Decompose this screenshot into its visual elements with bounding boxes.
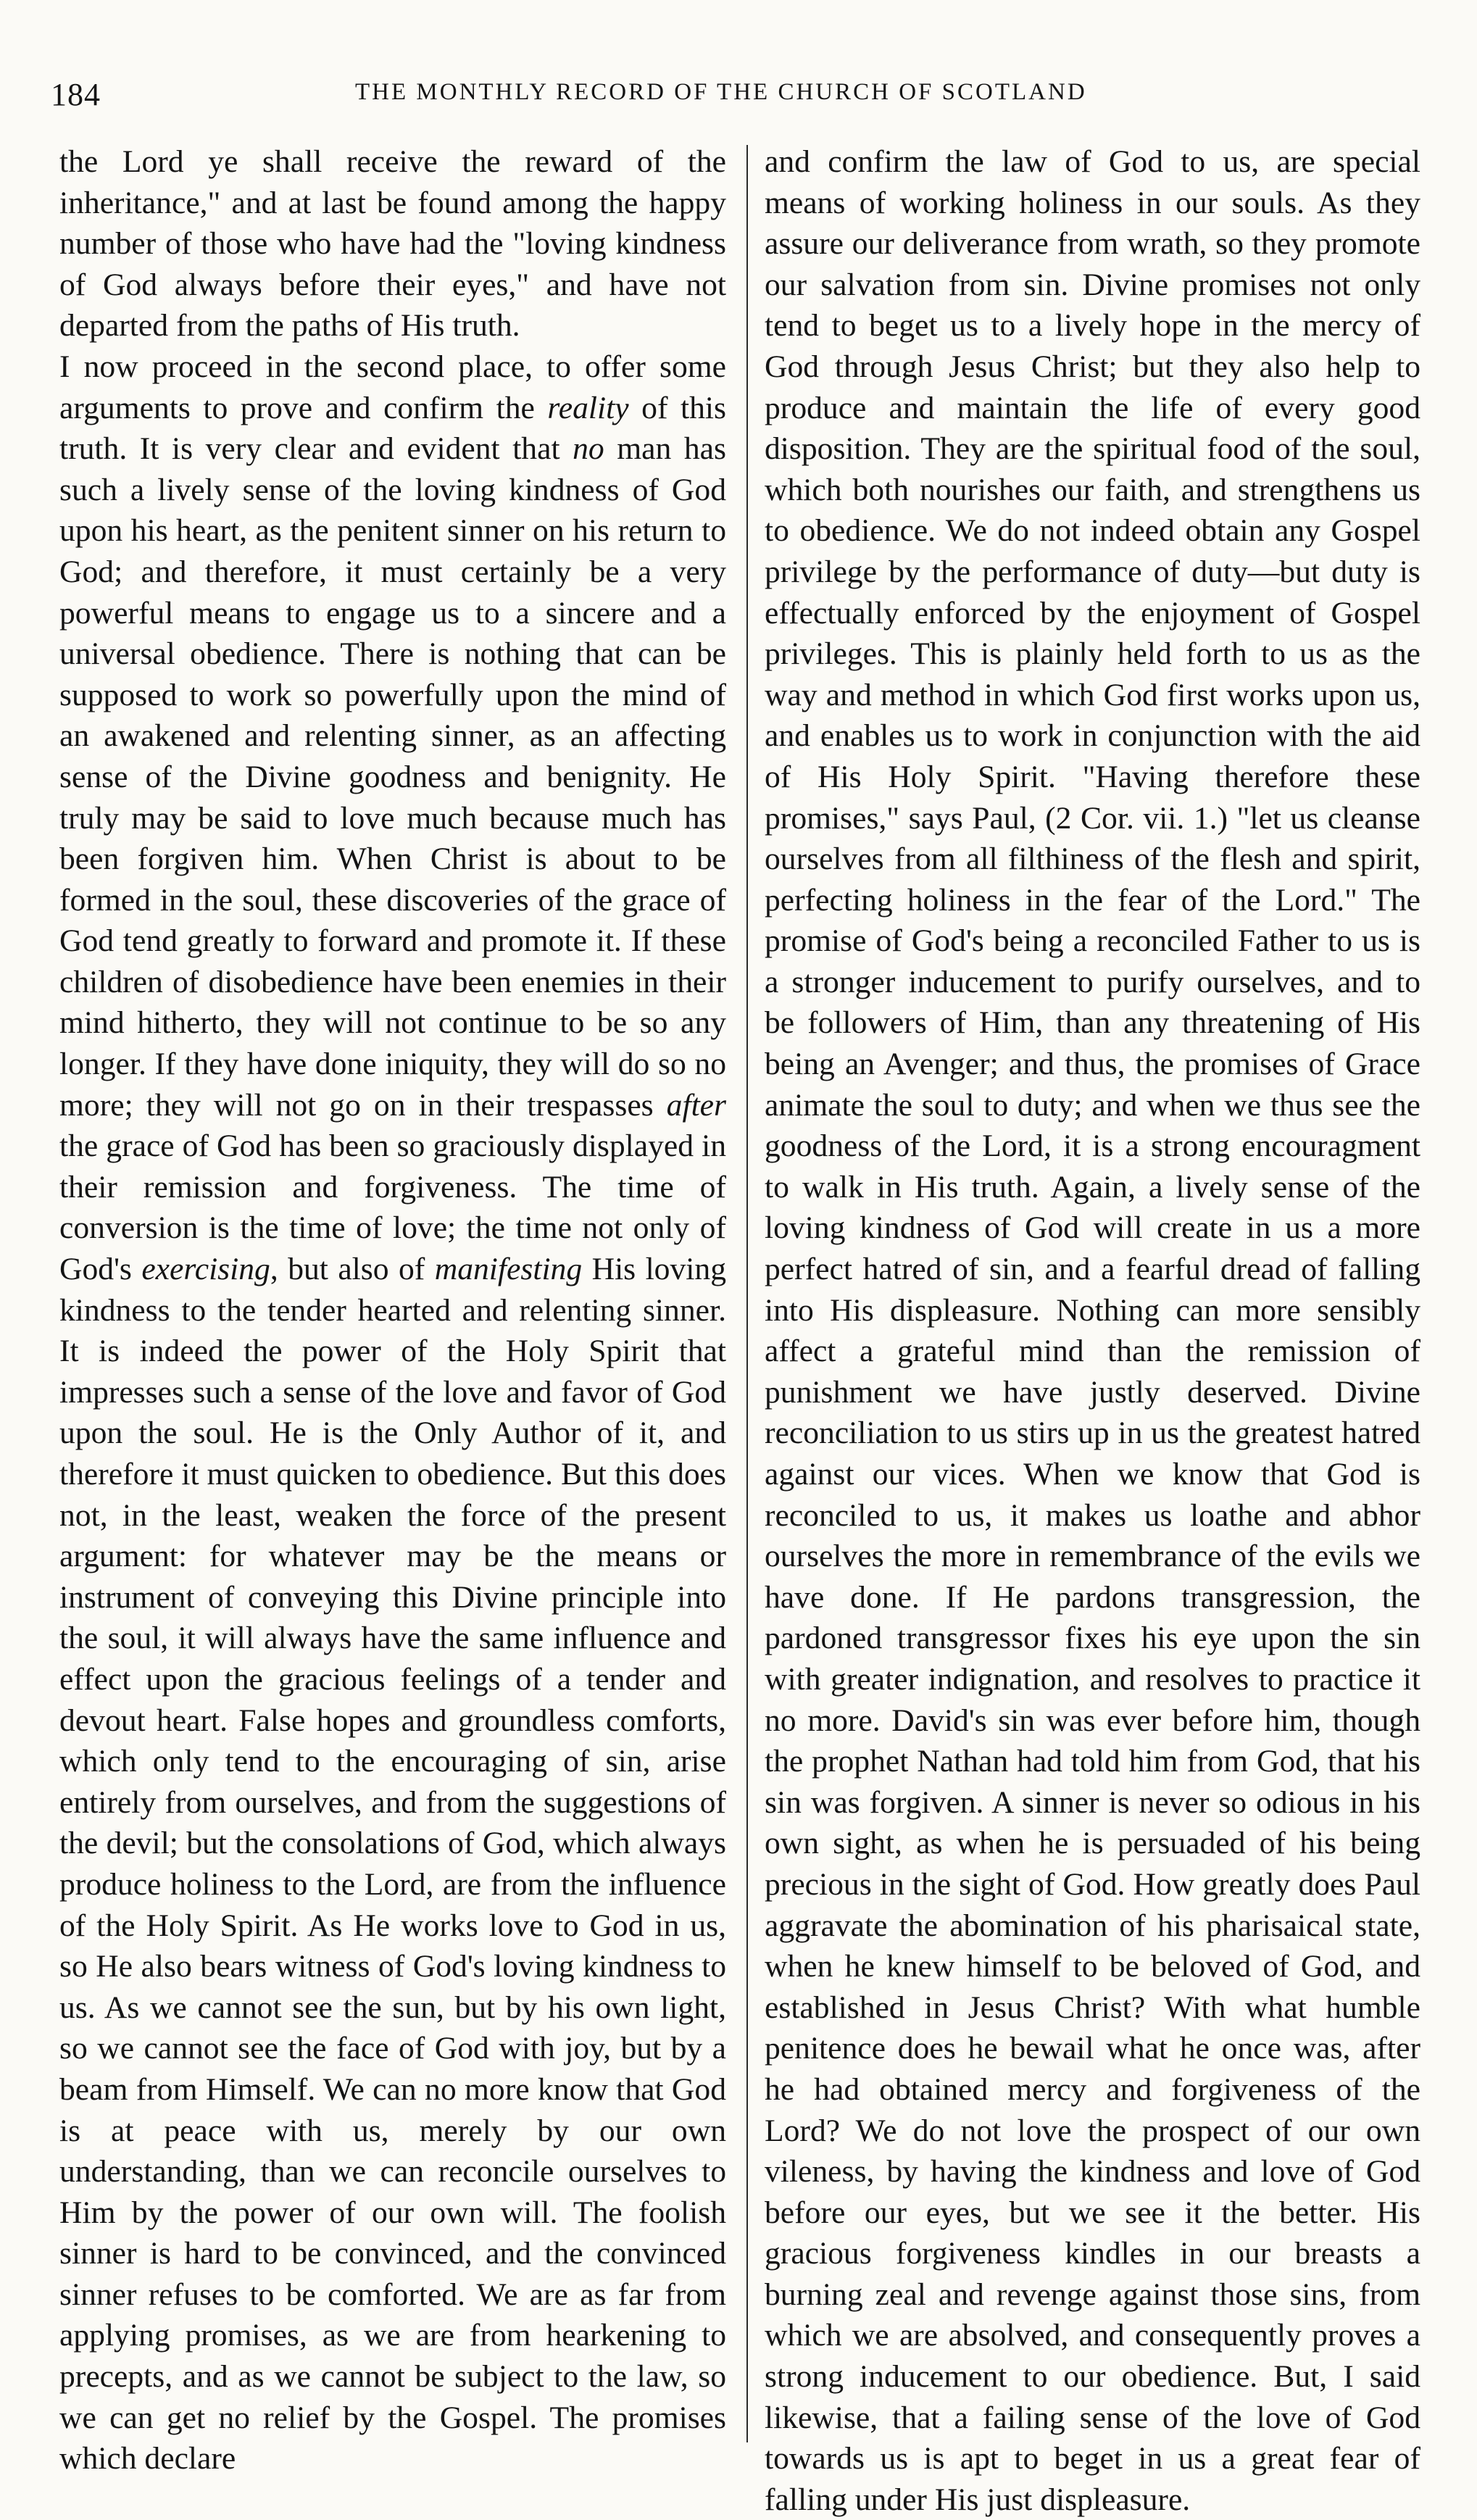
page-number: 184 [51, 77, 101, 112]
italic-run: no [573, 431, 604, 467]
running-title: THE MONTHLY RECORD OF THE CHURCH OF SCOTLAND [355, 79, 1087, 105]
page-header [51, 76, 1413, 120]
right-column [765, 141, 1420, 2517]
left-paragraph-2 [59, 346, 726, 2479]
column-divider [746, 145, 748, 2442]
text-run: His loving kindness to the tender hearted and relenting sinner. It is indeed the power of the Holy Spirit that impresses such a sense of the love and favor of God upon the soul. He is the Only Author of it, and therefore it must quicken to obedience. But this does not, in the least, weaken the force of the present argument: for whatever may be the means or instrument of conveying this Divine principle into the soul, it will always have the same influence and effect upon the gracious feelings of a tender and devout heart. False hopes and groundless comforts, which only tend to the encouraging of sin, arise entirely from ourselves, and from the suggestions of the devil; but the consolations of God, which always produce holiness to the Lord, are from the influence of the Holy Spirit. As He works love to God in us, so He also bears witness of God's loving kindness to us. As we cannot see the sun, but by his own light, so we cannot see the face of God with joy, but by a beam from Himself. We can no more know that God is at peace with us, merely by our own understanding, than we can reconcile ourselves to Him by the power of our own will. The foolish sinner is hard to be convinced, and the convinced sinner refuses to be comforted. We are as far from applying promises, as we are from hearkening to precepts, and as we cannot be subject to the law, so we can get no relief by the Gospel. The promises which declare [59, 1252, 726, 2477]
left-column [59, 141, 726, 2477]
italic-run: after [666, 1087, 726, 1123]
text-run: man has such a lively sense of the loving kindness of God upon his heart, as the penitent sinner on his return to God; and therefore, it must certainly be a very powerful means to engage us to a sincere and a universal obedience. There is nothing that can be supposed to work so powerfully upon the mind of an awakened and relenting sinner, as an affecting sense of the Divine goodness and benignity. He truly may be said to love much because much has been forgiven him. When Christ is about to be formed in the soul, these discoveries of the grace of God tend greatly to forward and promote it. If these children of disobedience have been enemies in their mind hitherto, they will not continue to be so any longer. If they have done iniquity, they will do so no more; they will not go on in their trespasses [59, 431, 726, 1123]
text-run: the grace of God has been so graciously displayed in their remission and forgiveness. The time of conversion is the time of love; the time not only of God's [59, 1128, 726, 1287]
text-run: , but also of [270, 1252, 435, 1287]
text-run: I now proceed in the second place, to offer some arguments to prove and confirm the [59, 349, 726, 425]
right-paragraph-1: and confirm the law of God to us, are special means of working holiness in our souls. As they assure our deliverance from wrath, so they promote our salvation from sin. Divine promises not only tend to beget us to a lively hope in the mercy of God through Jesus Christ; but they also help to produce and maintain the life of every good disposition. They are the spiritual food of the soul, which both nourishes our faith, and strengthens us to obedience. We do not indeed obtain any Gospel privilege by the performance of duty—but duty is effectually enforced by the enjoyment of Gospel privileges. This is plainly held forth to us as the way and method in which God first works upon us, and enables us to work in conjunction with the aid of His Holy Spirit. "Having therefore these promises," says Paul, (2 Cor. vii. 1.) "let us cleanse ourselves from all filthiness of the flesh and spirit, perfecting holiness in the fear of the Lord." The promise of God's being a reconciled Father to us is a stronger inducement to purify ourselves, and to be followers of Him, than any threatening of His being an Avenger; and thus, the promises of Grace animate the soul to duty; and when we thus see the goodness of the Lord, it is a strong encouragment to walk in His truth. Again, a lively sense of the loving kindness of God will create in us a more perfect hatred of sin, and a fearful dread of falling into His displeasure. Nothing can more sensibly affect a grateful mind than the remission of punishment we have justly deserved. Divine reconciliation to us stirs up in us the greatest hatred against our vices. When we know that God is reconciled to us, it makes us loathe and abhor ourselves the more in remembrance of the evils we have done. If He pardons transgression, the pardoned transgressor fixes his eye upon the sin with greater indignation, and resolves to practice it no more. David's sin was ever before him, though the prophet Nathan had told him from God, that his sin was forgiven. A sinner is never so odious in his own sight, as when he is persuaded of his being precious in the sight of God. How greatly does Paul aggravate the abomination of his pharisaical state, when he knew himself to be beloved of God, and established in Jesus Christ? With what humble penitence does he bewail what he once was, after he had obtained mercy and forgiveness of the Lord? We do not love the prospect of our own vileness, by having the kindness and love of God before our eyes, but we see it the better. His gracious forgiveness kindles in our breasts a burning zeal and revenge against those sins, from which we are absolved, and consequently proves a strong inducement to our obedience. But, I said likewise, that a failing sense of the love of God towards us is apt to beget in us a great fear of falling under His just displeasure. [765, 144, 1420, 2517]
italic-run: reality [547, 390, 629, 425]
left-paragraph-1: the Lord ye shall receive the reward of the inheritance," and at last be found among the happy number of those who have had the "loving kindness of God always before their eyes," and have not departed from the paths of His truth. [59, 144, 726, 344]
italic-run: exercising [141, 1252, 270, 1287]
text-run: of this truth. It is very clear and evident that [59, 390, 726, 467]
italic-run: manifesting [434, 1252, 583, 1287]
